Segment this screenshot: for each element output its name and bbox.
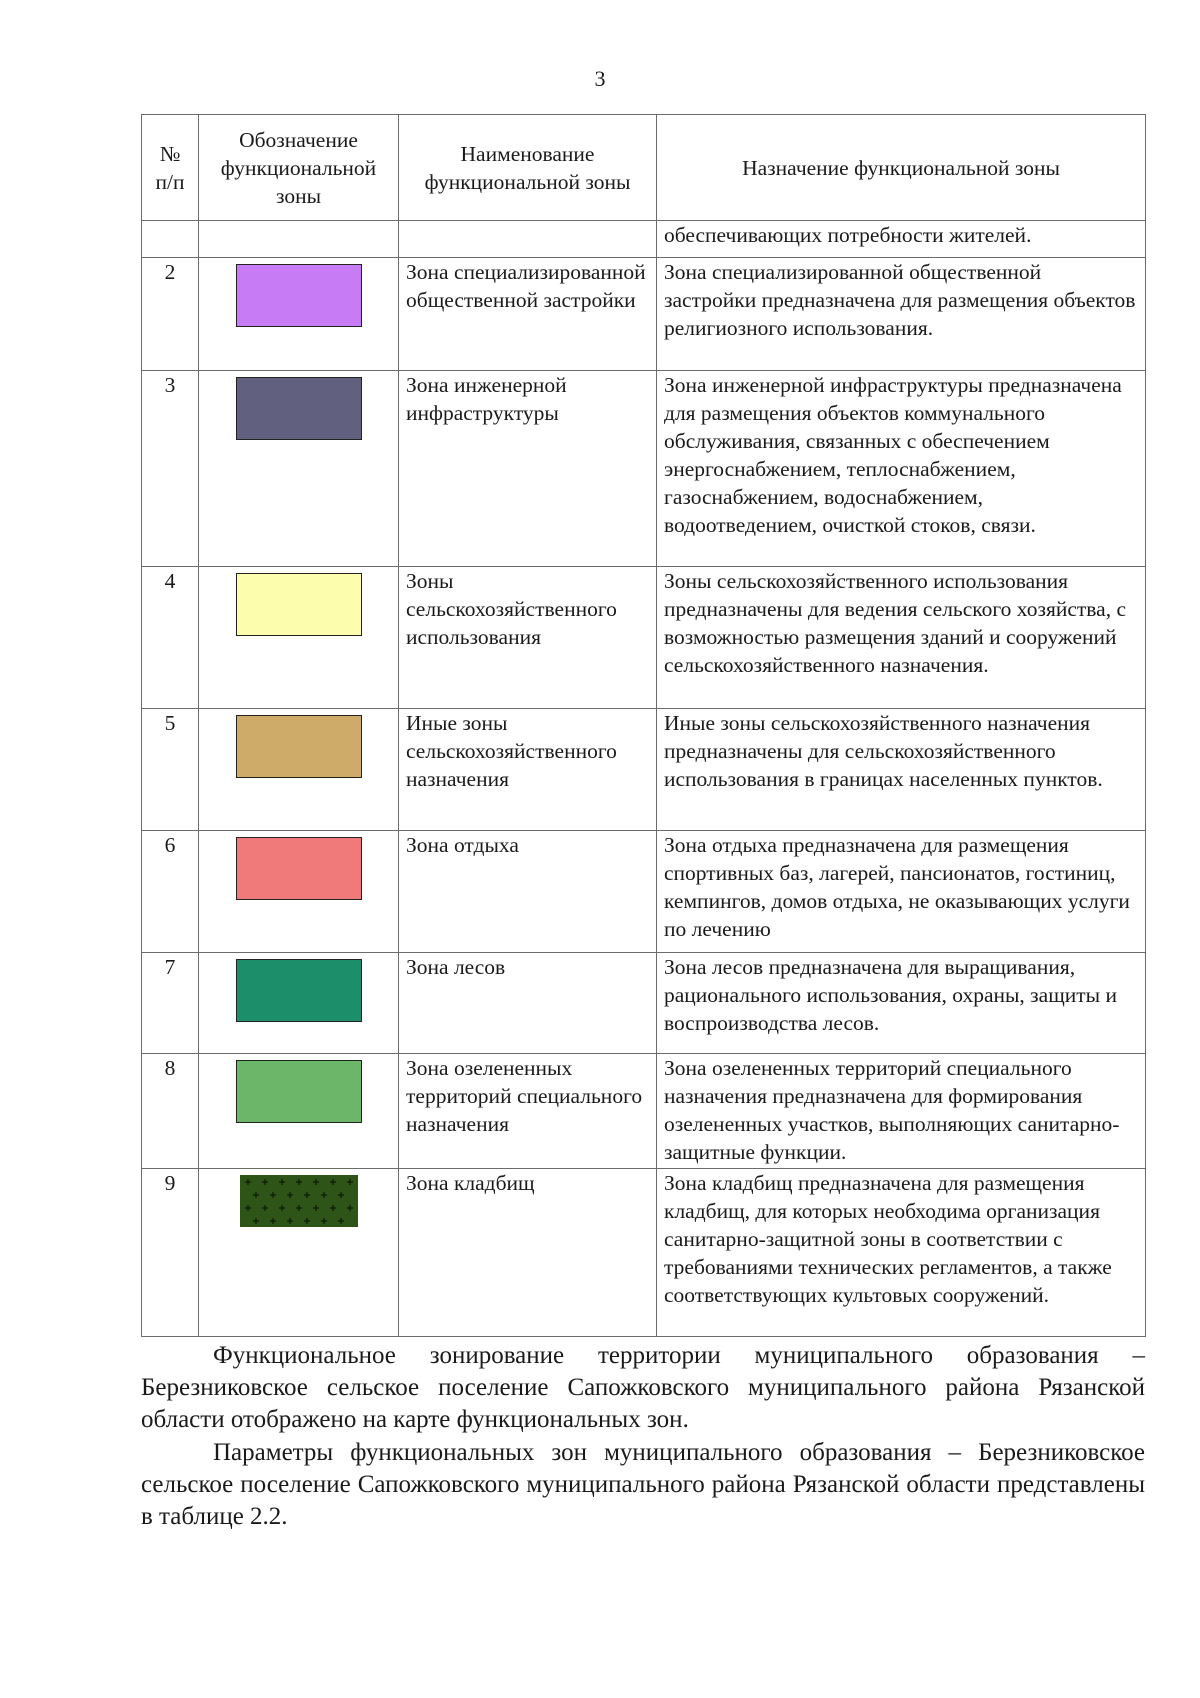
zone-color-swatch: [236, 837, 362, 900]
zone-designation-cell: [199, 709, 399, 831]
row-number: 5: [142, 709, 199, 831]
table-row: [142, 1169, 1146, 1337]
zone-name: Зона отдыха: [399, 831, 657, 953]
zone-name: Зона озелененных территорий специального назначения: [399, 1054, 657, 1169]
table-row: [142, 709, 1146, 831]
row-number: 4: [142, 567, 199, 709]
zone-color-swatch: [236, 1060, 362, 1123]
table-body: [142, 221, 1146, 1337]
table-row: [142, 953, 1146, 1054]
header-purpose: Назначение функциональной зоны: [657, 115, 1146, 221]
zone-designation-cell: [199, 831, 399, 953]
zone-purpose: Зона отдыха предназначена для размещения спортивных баз, лагерей, пансионатов, гостиниц, кемпингов, домов отдыха, не оказывающих услуги по лечению: [657, 831, 1146, 953]
functional-zones-table: [141, 114, 1146, 1337]
zone-designation-cell: [199, 953, 399, 1054]
continuation-text: обеспечивающих потребности жителей.: [657, 221, 1146, 258]
zone-name: Зона кладбищ: [399, 1169, 657, 1337]
zone-purpose: Зона кладбищ предназначена для размещения кладбищ, для которых необходима организация санитарно-защитной зоны в соответствии с требованиями технических регламентов, а также соответствующих культовых сооружений.: [657, 1169, 1146, 1337]
zone-name: Зона инженерной инфраструктуры: [399, 371, 657, 567]
table-row: [142, 831, 1146, 953]
zone-designation-cell: [199, 258, 399, 371]
paragraph-zone-parameters: Параметры функциональных зон муниципального образования – Березниковское сельское поселение Сапожковского муниципального района Рязанской области представлены в таблице 2.2.: [141, 1439, 1145, 1530]
zone-name: Зона лесов: [399, 953, 657, 1054]
zone-purpose: Зона специализированной общественной застройки предназначена для размещения объектов религиозного использования.: [657, 258, 1146, 371]
table-row: [142, 1054, 1146, 1169]
zone-name: Иные зоны сельскохозяйственного назначения: [399, 709, 657, 831]
header-designation: Обозначение функциональной зоны: [199, 115, 399, 221]
zone-color-swatch: [236, 573, 362, 636]
zone-purpose: Иные зоны сельскохозяйственного назначения предназначены для сельскохозяйственного использования в границах населенных пунктов.: [657, 709, 1146, 831]
table-row: [142, 567, 1146, 709]
zone-name: Зона специализированной общественной застройки: [399, 258, 657, 371]
header-name: Наименование функциональной зоны: [399, 115, 657, 221]
zone-name: Зоны сельскохозяйственного использования: [399, 567, 657, 709]
zone-color-swatch: [236, 959, 362, 1022]
zone-designation-cell: [199, 1054, 399, 1169]
table-row: [142, 258, 1146, 371]
row-number: 7: [142, 953, 199, 1054]
page-number: 3: [594, 66, 606, 91]
zone-purpose: Зона лесов предназначена для выращивания, рационального использования, охраны, защиты и воспроизводства лесов.: [657, 953, 1146, 1054]
zone-color-swatch: [236, 264, 362, 327]
row-number: 3: [142, 371, 199, 567]
row-number: 6: [142, 831, 199, 953]
zone-purpose: Зона озелененных территорий специального назначения предназначена для формирования озелененных участков, выполняющих санитарно-защитные функции.: [657, 1054, 1146, 1169]
row-number: 9: [142, 1169, 199, 1337]
continuation-row: [142, 221, 1146, 258]
paragraph-zoning-map: Функциональное зонирование территории муниципального образования – Березниковское сельское поселение Сапожковского муниципального района Рязанской области отображено на карте функциональных зон.: [141, 1342, 1145, 1433]
zone-purpose: Зона инженерной инфраструктуры предназначена для размещения объектов коммунального обслуживания, связанных с обеспечением энергоснабжением, теплоснабжением, газоснабжением, водоснабжением, водоотведением, очисткой стоков, связи.: [657, 371, 1146, 567]
header-num: № п/п: [142, 115, 199, 221]
zone-color-swatch: [236, 715, 362, 778]
table-row: [142, 371, 1146, 567]
row-number: 8: [142, 1054, 199, 1169]
zone-designation-cell: [199, 567, 399, 709]
zone-designation-cell: [199, 1169, 399, 1337]
zone-color-swatch: [236, 377, 362, 440]
row-number: 2: [142, 258, 199, 371]
cemetery-cross-pattern-swatch: [240, 1175, 358, 1227]
zone-designation-cell: [199, 371, 399, 567]
table-header-row: [142, 115, 1146, 221]
zone-purpose: Зоны сельскохозяйственного использования предназначены для ведения сельского хозяйства, с возможностью размещения зданий и сооружений сельскохозяйственного назначения.: [657, 567, 1146, 709]
